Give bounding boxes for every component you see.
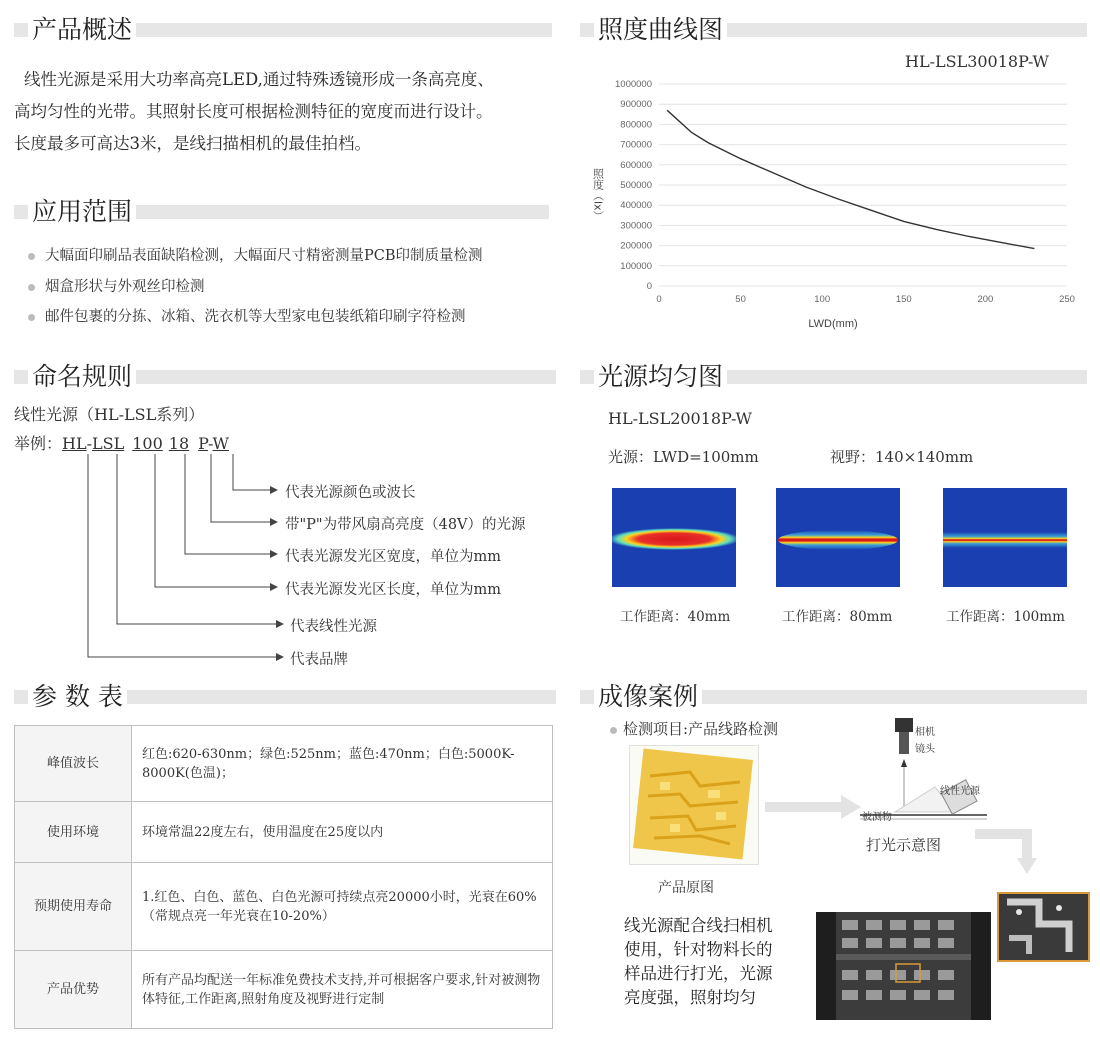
section-header-application xyxy=(14,196,549,230)
naming-part-brand: HL xyxy=(62,434,87,453)
x-axis-label: LWD(mm) xyxy=(808,318,858,330)
lens-label: 镜头 xyxy=(915,744,935,755)
heatmap-40mm xyxy=(612,488,736,587)
case-item xyxy=(610,718,778,739)
diagram-caption: 打光示意图 xyxy=(866,836,942,854)
bullet-dot xyxy=(28,284,35,291)
application-item-text: 大幅面印刷品表面缺陷检测，大幅面尺寸精密测量PCB印制质量检测 xyxy=(45,248,483,264)
connector-length xyxy=(155,454,270,587)
overview-line: 线性光源是采用大功率高亮LED,通过特殊透镜形成一条高亮度、 xyxy=(24,70,494,89)
camera-label: 相机 xyxy=(915,727,935,738)
line-light-label: 线性光源 xyxy=(940,786,980,797)
section-header-naming xyxy=(14,361,556,395)
naming-part-width: 18 xyxy=(168,434,190,453)
overview-line: 长度最多可高达3米，是线扫描相机的最佳拍档。 xyxy=(14,134,371,153)
bullet-dot xyxy=(28,253,35,260)
heatmap-100mm xyxy=(943,488,1067,587)
naming-part-sep: - xyxy=(208,434,213,453)
y-tick-label: 400000 xyxy=(620,200,652,212)
section-header-illum-curve xyxy=(580,14,1087,48)
param-value: 所有产品均配送一年标准免费技术支持,并可根据客户要求,针对被测物体特征,工作距离,照射角度及视野进行定制 xyxy=(132,951,553,1029)
overview-text xyxy=(14,64,559,160)
section-header-uniformity xyxy=(580,361,1087,395)
table-row xyxy=(15,802,553,863)
naming-annotation: 代表线性光源 xyxy=(290,619,377,635)
camera-icon xyxy=(895,718,913,732)
section-title: 命名规则 xyxy=(28,361,136,393)
application-item xyxy=(28,305,466,326)
table-row xyxy=(15,863,553,951)
case-desc-line: 线光源配合线扫相机 xyxy=(624,916,773,935)
object-label: 被测物 xyxy=(862,812,892,823)
section-title: 应用范围 xyxy=(28,196,136,228)
overview-line: 高均匀性的光带。其照射长度可根据检测特征的宽度而进行设计。 xyxy=(14,102,493,121)
connector-brand xyxy=(88,454,276,657)
uniformity-light-source: 光源：LWD=100mm xyxy=(608,448,759,466)
param-value: 红色:620-630nm；绿色:525nm；蓝色:470nm；白色:5000K-8000K(色温)； xyxy=(132,726,553,802)
naming-part-sep: - xyxy=(86,434,92,453)
bullet-dot xyxy=(28,314,35,321)
y-tick-label: 500000 xyxy=(620,180,652,191)
y-tick-label: 900000 xyxy=(620,99,652,111)
naming-part-color: W xyxy=(212,434,229,453)
chart-title: HL-LSL30018P-W xyxy=(905,52,1049,71)
arrow-icon xyxy=(270,550,278,558)
application-item xyxy=(28,244,483,265)
naming-annotation: 代表光源发光区宽度，单位为mm xyxy=(285,549,501,565)
case-desc-line: 使用，针对物料长的 xyxy=(624,940,773,959)
table-row xyxy=(15,726,553,802)
y-tick-label: 1000000 xyxy=(615,79,652,90)
series-line xyxy=(667,110,1034,248)
arrow-icon xyxy=(276,653,284,661)
section-title: 照度曲线图 xyxy=(594,14,727,46)
arrow-up-icon xyxy=(901,759,907,767)
case-desc-line: 样品进行打光，光源 xyxy=(624,964,773,983)
bullet-dot xyxy=(610,727,617,734)
naming-part-fan: P xyxy=(198,434,209,453)
connector-type xyxy=(117,454,276,624)
lens-icon xyxy=(899,732,909,754)
connector-fan xyxy=(211,454,270,522)
naming-part-type: LSL xyxy=(92,434,125,453)
y-tick-label: 100000 xyxy=(620,260,652,272)
connector-width xyxy=(185,454,270,554)
case-item-text: 检测项目:产品线路检测 xyxy=(623,720,779,738)
param-label: 预期使用寿命 xyxy=(15,863,132,951)
application-item xyxy=(28,275,205,296)
naming-annotation: 带"P"为带风扇高亮度（48V）的光源 xyxy=(285,517,526,533)
section-title: 产品概述 xyxy=(28,14,136,46)
naming-example-label: 举例： xyxy=(14,434,63,453)
arrow-right-icon xyxy=(765,795,865,819)
arrow-icon xyxy=(270,583,278,591)
x-tick-label: 50 xyxy=(735,294,746,305)
y-tick-label: 300000 xyxy=(620,220,652,232)
x-tick-label: 200 xyxy=(977,294,994,305)
section-header-params xyxy=(14,681,556,715)
arrow-icon xyxy=(270,486,278,494)
linescan-image xyxy=(816,912,991,1020)
section-title: 光源均匀图 xyxy=(594,361,727,393)
table-row xyxy=(15,951,553,1029)
section-title: 成像案例 xyxy=(594,681,702,713)
naming-part-length: 100 xyxy=(132,434,163,453)
heatmap-caption: 工作距离：100mm xyxy=(946,609,1065,625)
y-tick-label: 0 xyxy=(646,281,652,292)
heatmap-80mm xyxy=(776,488,900,587)
param-label: 峰值波长 xyxy=(15,726,132,802)
param-label: 使用环境 xyxy=(15,802,132,863)
illuminance-chart xyxy=(580,72,1090,342)
y-tick-label: 700000 xyxy=(620,139,652,151)
naming-annotation: 代表光源颜色或波长 xyxy=(285,485,416,501)
naming-series: 线性光源（HL-LSL系列） xyxy=(14,405,205,424)
zoom-inset xyxy=(997,892,1090,962)
heatmap-caption: 工作距离：80mm xyxy=(782,609,893,625)
case-desc-line: 亮度强，照射均匀 xyxy=(624,988,756,1007)
uniformity-field: 视野：140×140mm xyxy=(830,448,974,466)
application-item-text: 烟盒形状与外观丝印检测 xyxy=(45,279,205,295)
param-label: 产品优势 xyxy=(15,951,132,1029)
naming-annotation: 代表光源发光区长度，单位为mm xyxy=(285,582,501,598)
y-axis-label: 照度（lx） xyxy=(591,168,605,222)
connector-color xyxy=(233,454,270,490)
product-photo xyxy=(629,745,759,865)
case-description xyxy=(624,914,773,1010)
product-caption: 产品原图 xyxy=(658,880,714,896)
x-tick-label: 0 xyxy=(656,294,662,305)
section-title: 参 数 表 xyxy=(28,681,127,713)
arrow-icon xyxy=(276,620,284,628)
x-tick-label: 150 xyxy=(895,294,912,305)
params-table xyxy=(14,725,553,1029)
param-value: 环境常温22度左右，使用温度在25度以内 xyxy=(132,802,553,863)
section-header-overview xyxy=(14,14,552,48)
y-tick-label: 600000 xyxy=(620,159,652,171)
arrow-icon xyxy=(270,518,278,526)
x-tick-label: 250 xyxy=(1059,294,1075,305)
y-tick-label: 800000 xyxy=(620,119,652,131)
y-tick-label: 200000 xyxy=(620,240,652,252)
application-item-text: 邮件包裹的分拣、冰箱、洗衣机等大型家电包装纸箱印刷字符检测 xyxy=(45,309,466,325)
arrow-down-icon xyxy=(975,828,1045,876)
x-tick-label: 100 xyxy=(814,294,831,305)
heatmap-caption: 工作距离：40mm xyxy=(620,609,731,625)
naming-annotation: 代表品牌 xyxy=(290,652,348,668)
uniformity-model: HL-LSL20018P-W xyxy=(608,409,752,428)
param-value: 1.红色、白色、蓝色、白色光源可持续点亮20000小时，光衰在60%（常规点亮一年光衰在10-20%） xyxy=(132,863,553,951)
section-header-case xyxy=(580,681,1087,715)
